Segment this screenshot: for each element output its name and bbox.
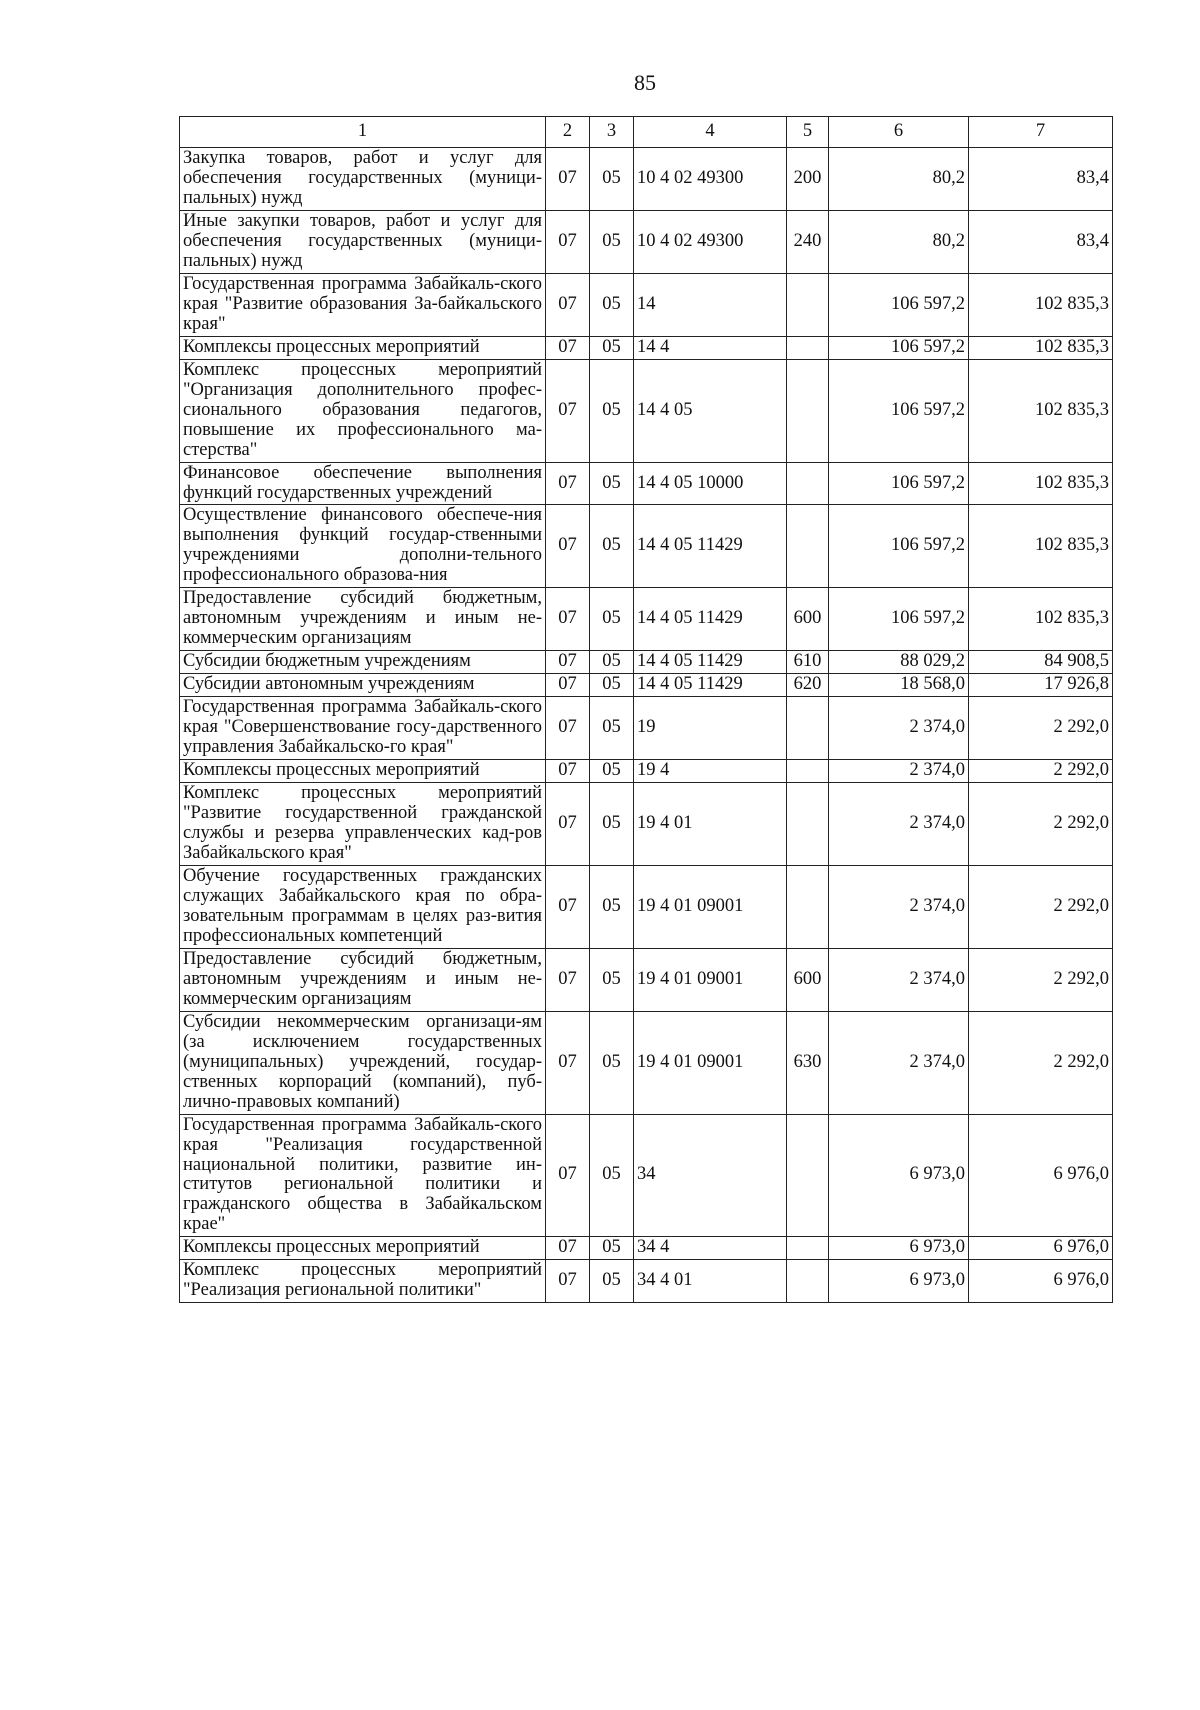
subsection-code: 05 [590, 651, 634, 674]
subsection-code: 05 [590, 588, 634, 651]
subsection-code: 05 [590, 462, 634, 505]
target-article-code: 34 [634, 1114, 787, 1237]
amount-col6: 106 597,2 [829, 462, 969, 505]
expense-type-code [787, 505, 829, 588]
amount-col6: 106 597,2 [829, 505, 969, 588]
column-header-3: 3 [590, 117, 634, 148]
section-code: 07 [546, 359, 590, 462]
target-article-code: 19 4 [634, 760, 787, 783]
expense-type-code [787, 783, 829, 866]
row-name: Государственная программа Забайкаль-ского края "Развитие образования За-байкальского края" [180, 273, 546, 336]
row-name: Осуществление финансового обеспече-ния выполнения функций государ-ственными учреждениями дополни-тельного профессионального образова-ния [180, 505, 546, 588]
row-name: Субсидии автономным учреждениям [180, 674, 546, 697]
amount-col7: 6 976,0 [969, 1237, 1113, 1260]
table-body [180, 148, 1113, 1303]
subsection-code: 05 [590, 210, 634, 273]
amount-col6: 106 597,2 [829, 336, 969, 359]
row-name: Обучение государственных гражданских служащих Забайкальского края по обра-зовательным программам в целях раз-вития профессиональных компетенций [180, 865, 546, 948]
table-row [180, 697, 1113, 760]
amount-col6: 2 374,0 [829, 783, 969, 866]
amount-col7: 2 292,0 [969, 948, 1113, 1011]
row-name: Субсидии некоммерческим организаци-ям (за исключением государственных (муниципальных) учреждений, государ-ственных корпораций (компаний), пуб-лично-правовых компаний) [180, 1011, 546, 1114]
amount-col6: 2 374,0 [829, 948, 969, 1011]
table-header-row [180, 117, 1113, 148]
section-code: 07 [546, 651, 590, 674]
amount-col7: 2 292,0 [969, 697, 1113, 760]
subsection-code: 05 [590, 783, 634, 866]
target-article-code: 19 4 01 [634, 783, 787, 866]
expense-type-code: 200 [787, 148, 829, 211]
amount-col6: 80,2 [829, 210, 969, 273]
column-header-5: 5 [787, 117, 829, 148]
section-code: 07 [546, 1237, 590, 1260]
table-row [180, 336, 1113, 359]
expense-type-code [787, 359, 829, 462]
subsection-code: 05 [590, 1237, 634, 1260]
section-code: 07 [546, 1114, 590, 1237]
amount-col7: 102 835,3 [969, 359, 1113, 462]
expense-type-code [787, 697, 829, 760]
target-article-code: 19 4 01 09001 [634, 1011, 787, 1114]
table-row [180, 273, 1113, 336]
amount-col7: 6 976,0 [969, 1114, 1113, 1237]
amount-col7: 2 292,0 [969, 783, 1113, 866]
subsection-code: 05 [590, 1011, 634, 1114]
section-code: 07 [546, 674, 590, 697]
amount-col7: 102 835,3 [969, 588, 1113, 651]
table-row [180, 505, 1113, 588]
amount-col7: 102 835,3 [969, 273, 1113, 336]
row-name: Иные закупки товаров, работ и услуг для обеспечения государственных (муници-пальных) нужд [180, 210, 546, 273]
table-row [180, 210, 1113, 273]
table-row [180, 651, 1113, 674]
subsection-code: 05 [590, 359, 634, 462]
table-row [180, 588, 1113, 651]
amount-col7: 2 292,0 [969, 1011, 1113, 1114]
page-number: 85 [634, 70, 656, 95]
expense-type-code: 620 [787, 674, 829, 697]
amount-col7: 102 835,3 [969, 336, 1113, 359]
subsection-code: 05 [590, 1114, 634, 1237]
amount-col7: 2 292,0 [969, 865, 1113, 948]
expense-type-code: 600 [787, 588, 829, 651]
amount-col7: 102 835,3 [969, 462, 1113, 505]
target-article-code: 34 4 [634, 1237, 787, 1260]
row-name: Комплекс процессных мероприятий "Развитие государственной гражданской службы и резерва управленческих кад-ров Забайкальского края" [180, 783, 546, 866]
section-code: 07 [546, 462, 590, 505]
row-name: Комплекс процессных мероприятий "Организация дополнительного профес-сионального образования педагогов, повышение их профессионального ма-стерства" [180, 359, 546, 462]
amount-col6: 2 374,0 [829, 865, 969, 948]
table-row [180, 1260, 1113, 1303]
table-row [180, 948, 1113, 1011]
section-code: 07 [546, 210, 590, 273]
amount-col6: 18 568,0 [829, 674, 969, 697]
amount-col7: 102 835,3 [969, 505, 1113, 588]
subsection-code: 05 [590, 697, 634, 760]
section-code: 07 [546, 588, 590, 651]
amount-col6: 6 973,0 [829, 1260, 969, 1303]
section-code: 07 [546, 336, 590, 359]
section-code: 07 [546, 148, 590, 211]
table-row [180, 674, 1113, 697]
table-row [180, 359, 1113, 462]
target-article-code: 34 4 01 [634, 1260, 787, 1303]
section-code: 07 [546, 505, 590, 588]
subsection-code: 05 [590, 273, 634, 336]
expense-type-code: 610 [787, 651, 829, 674]
row-name: Субсидии бюджетным учреждениям [180, 651, 546, 674]
target-article-code: 14 4 05 11429 [634, 651, 787, 674]
table-row [180, 1114, 1113, 1237]
section-code: 07 [546, 865, 590, 948]
row-name: Финансовое обеспечение выполнения функций государственных учреждений [180, 462, 546, 505]
amount-col7: 2 292,0 [969, 760, 1113, 783]
subsection-code: 05 [590, 948, 634, 1011]
row-name: Комплексы процессных мероприятий [180, 760, 546, 783]
table-row [180, 1237, 1113, 1260]
subsection-code: 05 [590, 674, 634, 697]
amount-col7: 83,4 [969, 210, 1113, 273]
subsection-code: 05 [590, 865, 634, 948]
row-name: Комплексы процессных мероприятий [180, 1237, 546, 1260]
expense-type-code: 240 [787, 210, 829, 273]
amount-col6: 2 374,0 [829, 697, 969, 760]
amount-col6: 2 374,0 [829, 1011, 969, 1114]
section-code: 07 [546, 1011, 590, 1114]
target-article-code: 10 4 02 49300 [634, 210, 787, 273]
section-code: 07 [546, 948, 590, 1011]
table-row [180, 462, 1113, 505]
target-article-code: 19 4 01 09001 [634, 865, 787, 948]
expense-type-code [787, 462, 829, 505]
expense-type-code: 630 [787, 1011, 829, 1114]
amount-col6: 106 597,2 [829, 588, 969, 651]
target-article-code: 19 [634, 697, 787, 760]
section-code: 07 [546, 1260, 590, 1303]
budget-table [179, 116, 1113, 1303]
expense-type-code [787, 273, 829, 336]
expense-type-code: 600 [787, 948, 829, 1011]
target-article-code: 14 4 05 11429 [634, 588, 787, 651]
row-name: Комплексы процессных мероприятий [180, 336, 546, 359]
column-header-6: 6 [829, 117, 969, 148]
amount-col7: 83,4 [969, 148, 1113, 211]
section-code: 07 [546, 760, 590, 783]
amount-col6: 6 973,0 [829, 1114, 969, 1237]
target-article-code: 14 4 [634, 336, 787, 359]
expense-type-code [787, 1260, 829, 1303]
amount-col6: 80,2 [829, 148, 969, 211]
target-article-code: 14 4 05 11429 [634, 505, 787, 588]
subsection-code: 05 [590, 505, 634, 588]
target-article-code: 14 4 05 10000 [634, 462, 787, 505]
expense-type-code [787, 760, 829, 783]
subsection-code: 05 [590, 336, 634, 359]
expense-type-code [787, 336, 829, 359]
subsection-code: 05 [590, 148, 634, 211]
column-header-4: 4 [634, 117, 787, 148]
amount-col6: 6 973,0 [829, 1237, 969, 1260]
expense-type-code [787, 1114, 829, 1237]
subsection-code: 05 [590, 760, 634, 783]
table-row [180, 148, 1113, 211]
row-name: Комплекс процессных мероприятий "Реализация региональной политики" [180, 1260, 546, 1303]
expense-type-code [787, 1237, 829, 1260]
target-article-code: 14 4 05 11429 [634, 674, 787, 697]
subsection-code: 05 [590, 1260, 634, 1303]
column-header-7: 7 [969, 117, 1113, 148]
table-row [180, 783, 1113, 866]
target-article-code: 10 4 02 49300 [634, 148, 787, 211]
amount-col7: 17 926,8 [969, 674, 1113, 697]
row-name: Государственная программа Забайкаль-ского края "Совершенствование госу-дарственного управления Забайкальско-го края" [180, 697, 546, 760]
amount-col6: 88 029,2 [829, 651, 969, 674]
row-name: Государственная программа Забайкаль-ского края "Реализация государственной национальной политики, развитие ин-ститутов региональной политики и гражданского общества в Забайкальском крае" [180, 1114, 546, 1237]
amount-col7: 84 908,5 [969, 651, 1113, 674]
column-header-1: 1 [180, 117, 546, 148]
table-row [180, 865, 1113, 948]
table-row [180, 760, 1113, 783]
table-row [180, 1011, 1113, 1114]
target-article-code: 19 4 01 09001 [634, 948, 787, 1011]
amount-col6: 106 597,2 [829, 359, 969, 462]
section-code: 07 [546, 273, 590, 336]
section-code: 07 [546, 783, 590, 866]
row-name: Предоставление субсидий бюджетным, автономным учреждениям и иным не-коммерческим организациям [180, 588, 546, 651]
expense-type-code [787, 865, 829, 948]
target-article-code: 14 [634, 273, 787, 336]
amount-col6: 2 374,0 [829, 760, 969, 783]
column-header-2: 2 [546, 117, 590, 148]
amount-col6: 106 597,2 [829, 273, 969, 336]
amount-col7: 6 976,0 [969, 1260, 1113, 1303]
section-code: 07 [546, 697, 590, 760]
target-article-code: 14 4 05 [634, 359, 787, 462]
row-name: Закупка товаров, работ и услуг для обеспечения государственных (муници-пальных) нужд [180, 148, 546, 211]
row-name: Предоставление субсидий бюджетным, автономным учреждениям и иным не-коммерческим организациям [180, 948, 546, 1011]
